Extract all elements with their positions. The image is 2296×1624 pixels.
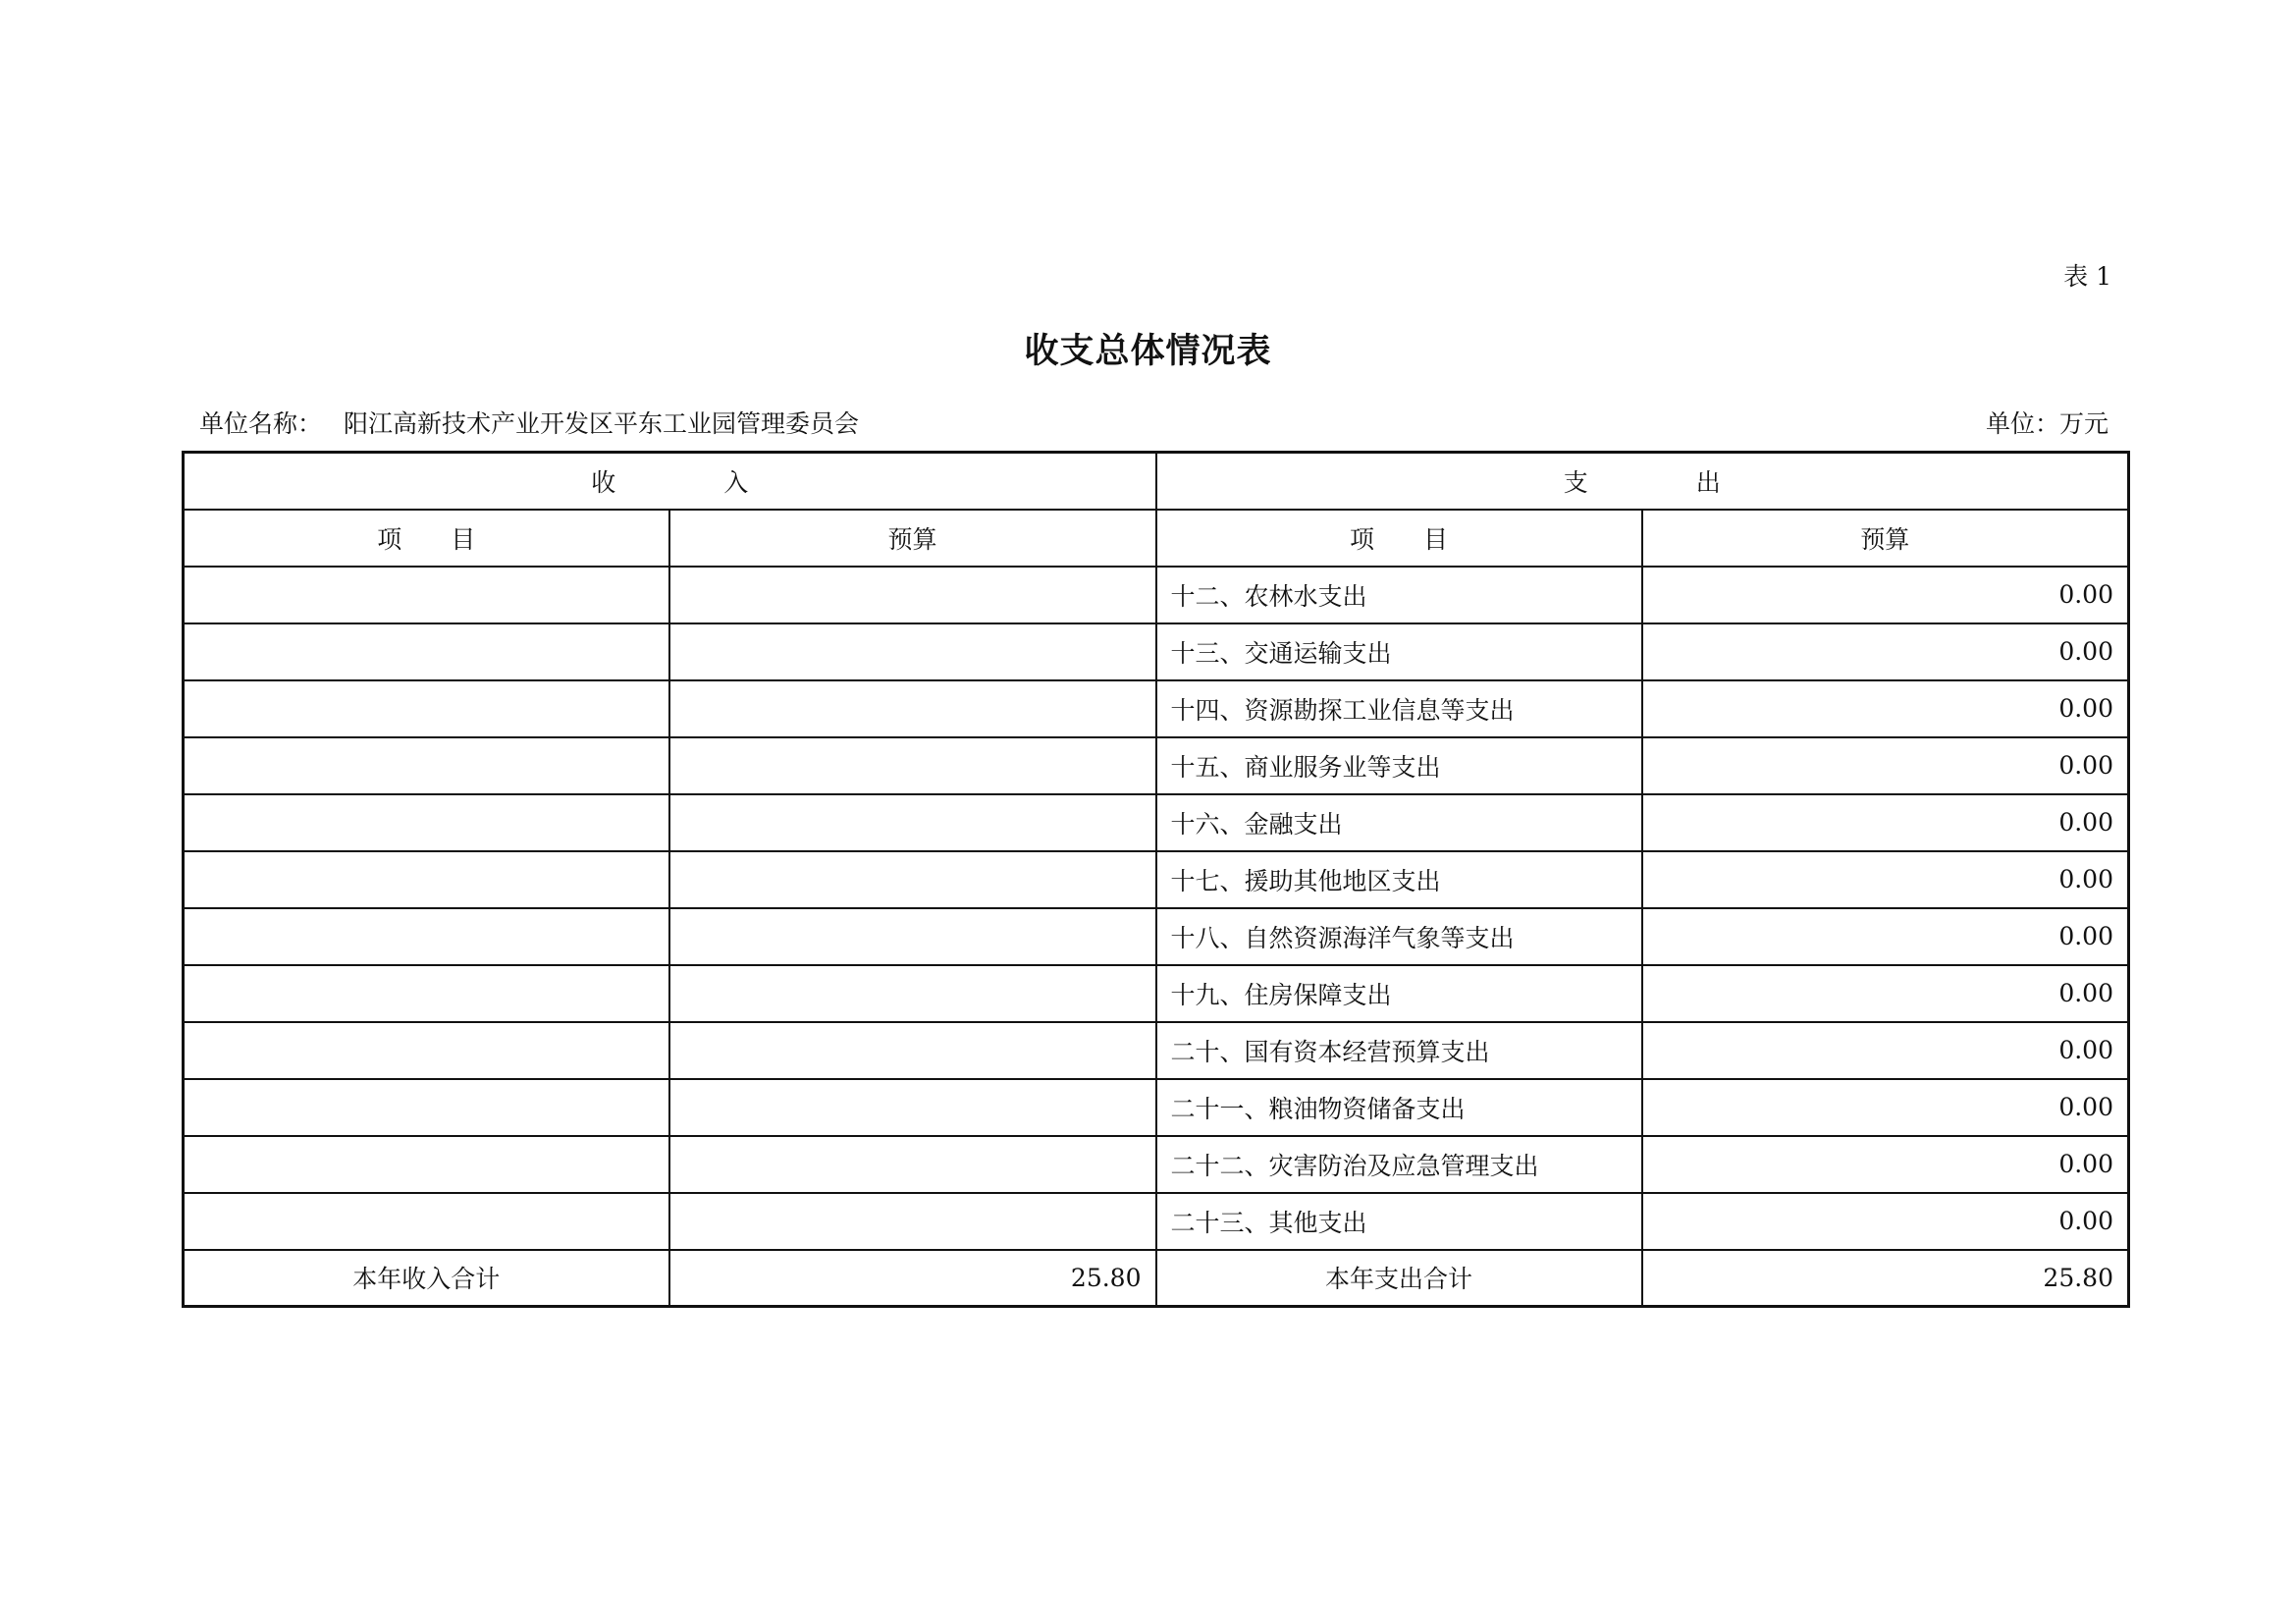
income-budget-cell <box>669 1079 1156 1136</box>
expense-group-label-left: 支 <box>1563 467 1588 497</box>
expense-item-cell: 十八、自然资源海洋气象等支出 <box>1156 908 1642 965</box>
income-budget-cell <box>669 1136 1156 1193</box>
income-item-cell <box>184 737 669 794</box>
budget-table <box>182 451 2130 1308</box>
page-title: 收支总体情况表 <box>1024 332 1272 371</box>
income-budget-cell <box>669 794 1156 851</box>
income-item-cell <box>184 1193 669 1250</box>
expense-item-cell: 二十三、其他支出 <box>1156 1193 1642 1250</box>
expense-item-header-right: 目 <box>1423 524 1449 554</box>
expense-budget-cell: 0.00 <box>1642 1136 2129 1193</box>
income-budget-header: 预算 <box>669 510 1156 567</box>
expense-item-cell: 二十二、灾害防治及应急管理支出 <box>1156 1136 1642 1193</box>
income-item-cell <box>184 965 669 1022</box>
income-budget-cell <box>669 1022 1156 1079</box>
income-budget-cell <box>669 851 1156 908</box>
table-row <box>184 623 2129 680</box>
expense-budget-cell: 0.00 <box>1642 851 2129 908</box>
expense-item-header-left: 项 <box>1349 524 1374 554</box>
income-item-cell <box>184 623 669 680</box>
expense-budget-cell: 0.00 <box>1642 1193 2129 1250</box>
income-total-value: 25.80 <box>669 1250 1156 1307</box>
unit-name-label: 单位名称： <box>199 409 323 438</box>
expense-item-header <box>1156 510 1642 567</box>
expense-total-value: 25.80 <box>1642 1250 2129 1307</box>
expense-item-cell: 二十一、粮油物资储备支出 <box>1156 1079 1642 1136</box>
income-group-header <box>184 453 1156 510</box>
expense-budget-cell: 0.00 <box>1642 908 2129 965</box>
income-budget-cell <box>669 623 1156 680</box>
income-budget-cell <box>669 1193 1156 1250</box>
expense-item-cell: 二十、国有资本经营预算支出 <box>1156 1022 1642 1079</box>
income-group-label-left: 收 <box>591 467 616 497</box>
table-row <box>184 567 2129 623</box>
table-row <box>184 908 2129 965</box>
table-row <box>184 737 2129 794</box>
expense-budget-header: 预算 <box>1642 510 2129 567</box>
expense-budget-cell: 0.00 <box>1642 567 2129 623</box>
expense-item-cell: 十九、住房保障支出 <box>1156 965 1642 1022</box>
expense-total-label: 本年支出合计 <box>1156 1250 1642 1307</box>
income-item-cell <box>184 851 669 908</box>
income-item-cell <box>184 1136 669 1193</box>
income-item-header-left: 项 <box>377 524 402 554</box>
table-row <box>184 965 2129 1022</box>
income-budget-cell <box>669 965 1156 1022</box>
expense-group-header <box>1156 453 2129 510</box>
table-row <box>184 1022 2129 1079</box>
table-row <box>184 1136 2129 1193</box>
expense-item-cell: 十七、援助其他地区支出 <box>1156 851 1642 908</box>
unit-name: 阳江高新技术产业开发区平东工业园管理委员会 <box>344 409 860 438</box>
expense-group-label-right: 出 <box>1695 467 1721 497</box>
expense-item-cell: 十五、商业服务业等支出 <box>1156 737 1642 794</box>
income-item-cell <box>184 680 669 737</box>
expense-budget-cell: 0.00 <box>1642 737 2129 794</box>
expense-item-cell: 十六、金融支出 <box>1156 794 1642 851</box>
expense-budget-cell: 0.00 <box>1642 794 2129 851</box>
income-item-cell <box>184 1022 669 1079</box>
expense-budget-cell: 0.00 <box>1642 1022 2129 1079</box>
income-item-header-right: 目 <box>451 524 476 554</box>
expense-item-cell: 十二、农林水支出 <box>1156 567 1642 623</box>
income-budget-cell <box>669 737 1156 794</box>
income-budget-cell <box>669 680 1156 737</box>
table-row <box>184 1193 2129 1250</box>
income-item-cell <box>184 908 669 965</box>
expense-item-cell: 十四、资源勘探工业信息等支出 <box>1156 680 1642 737</box>
table-row <box>184 851 2129 908</box>
expense-budget-cell: 0.00 <box>1642 680 2129 737</box>
total-row <box>184 1250 2129 1307</box>
expense-budget-cell: 0.00 <box>1642 1079 2129 1136</box>
table-number: 表 1 <box>2063 262 2111 291</box>
table-row <box>184 794 2129 851</box>
group-header-row <box>184 453 2129 510</box>
income-item-cell <box>184 794 669 851</box>
income-item-cell <box>184 567 669 623</box>
expense-item-cell: 十三、交通运输支出 <box>1156 623 1642 680</box>
currency-unit: 单位：万元 <box>1985 409 2109 438</box>
income-group-label-right: 入 <box>723 467 749 497</box>
expense-budget-cell: 0.00 <box>1642 965 2129 1022</box>
income-item-cell <box>184 1079 669 1136</box>
unit-info-row <box>199 405 2109 440</box>
table-row <box>184 1079 2129 1136</box>
income-budget-cell <box>669 908 1156 965</box>
table-row <box>184 680 2129 737</box>
column-header-row <box>184 510 2129 567</box>
income-budget-cell <box>669 567 1156 623</box>
income-total-label: 本年收入合计 <box>184 1250 669 1307</box>
expense-budget-cell: 0.00 <box>1642 623 2129 680</box>
income-item-header <box>184 510 669 567</box>
